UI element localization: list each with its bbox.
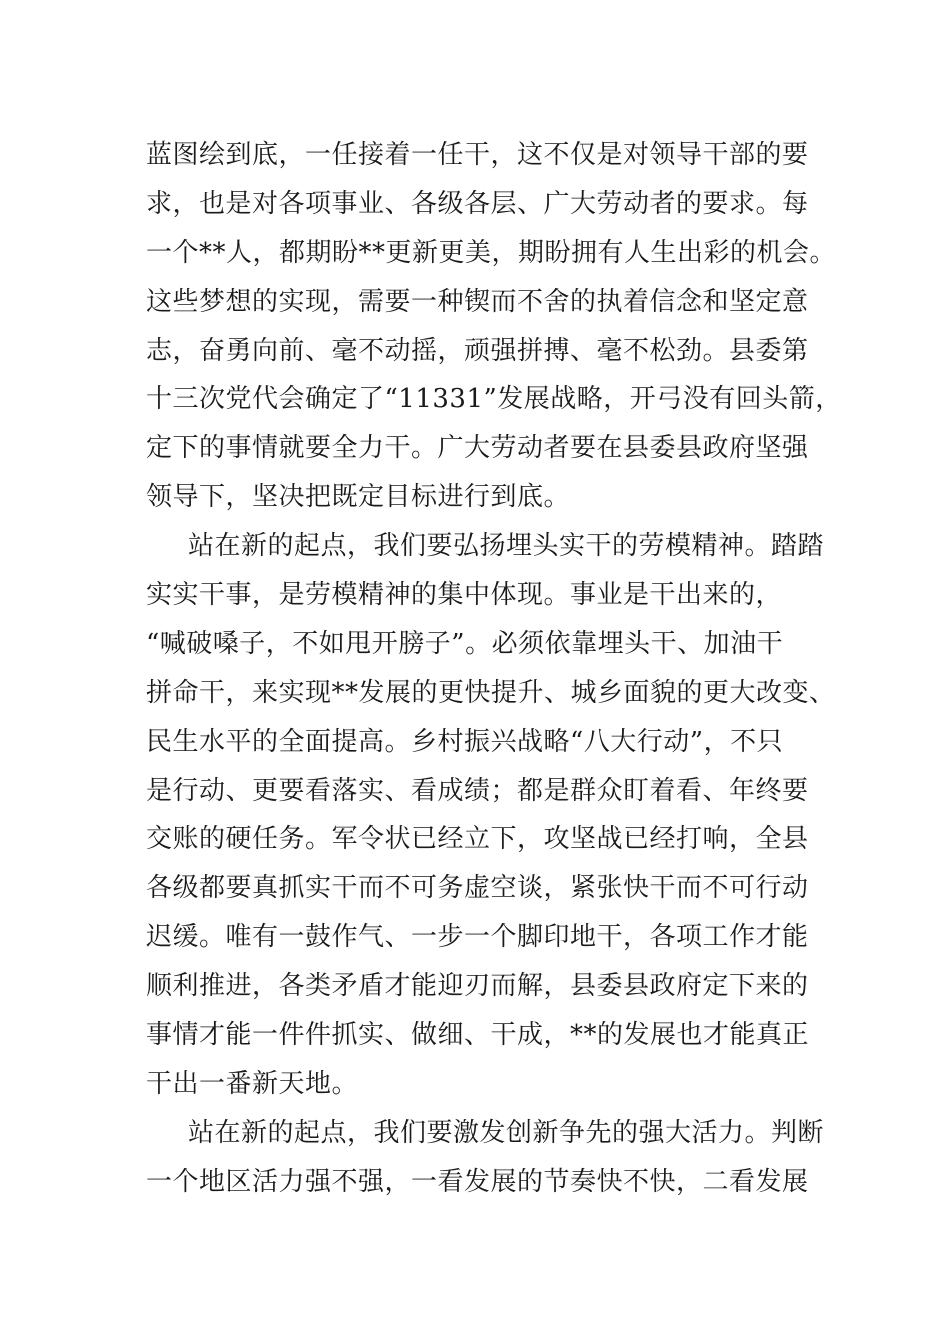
text-line: 十三次党代会确定了“11331”发展战略，开弓没有回头箭， — [146, 384, 842, 415]
text-line: 干出一番新天地。 — [146, 1068, 359, 1099]
text-line: 拼命干，来实现**发展的更快提升、城乡面貌的更大改变、 — [146, 677, 836, 708]
text-line: 一个地区活力强不强，一看发展的节奏快不快，二看发展 — [146, 1166, 809, 1197]
body-text — [146, 131, 842, 1207]
text-line: 蓝图绘到底，一任接着一任干，这不仅是对领导干部的要 — [146, 140, 809, 170]
paragraph-start-line: 站在新的起点，我们要激发创新争先的强大活力。判断 — [188, 1117, 825, 1148]
text-line: 定下的事情就要全力干。广大劳动者要在县委县政府坚强 — [146, 433, 809, 464]
text-line: 志，奋勇向前、毫不动摇，顽强拼搏、毫不松劲。县委第 — [146, 335, 809, 366]
text-line: 一个**人，都期盼**更新更美，期盼拥有人生出彩的机会。 — [146, 237, 837, 268]
text-line: 是行动、更要看落实、看成绩；都是群众盯着看、年终要 — [146, 775, 809, 806]
text-line: 迟缓。唯有一鼓作气、一步一个脚印地干，各项工作才能 — [146, 922, 809, 953]
text-line: 实实干事，是劳模精神的集中体现。事业是干出来的， — [146, 580, 783, 611]
text-line: 交账的硬任务。军令状已经立下，攻坚战已经打响，全县 — [146, 824, 809, 855]
text-line: 求，也是对各项事业、各级各层、广大劳动者的要求。每 — [146, 188, 809, 219]
text-line: 顺利推进，各类矛盾才能迎刃而解，县委县政府定下来的 — [146, 971, 809, 1002]
text-line: 事情才能一件件抓实、做细、干成，**的发展也才能真正 — [146, 1020, 810, 1051]
text-line: 这些梦想的实现，需要一种锲而不舍的执着信念和坚定意 — [146, 286, 809, 317]
text-line: 领导下，坚决把既定目标进行到底。 — [146, 482, 571, 513]
text-line: 各级都要真抓实干而不可务虚空谈，紧张快干而不可行动 — [146, 873, 809, 904]
text-line: “喊破嗓子，不如甩开膀子”。必须依靠埋头干、加油干 — [146, 628, 784, 659]
paragraph-start-line: 站在新的起点，我们要弘扬埋头实干的劳模精神。踏踏 — [188, 531, 825, 562]
text-line: 民生水平的全面提高。乡村振兴战略“八大行动”，不只 — [146, 726, 784, 757]
